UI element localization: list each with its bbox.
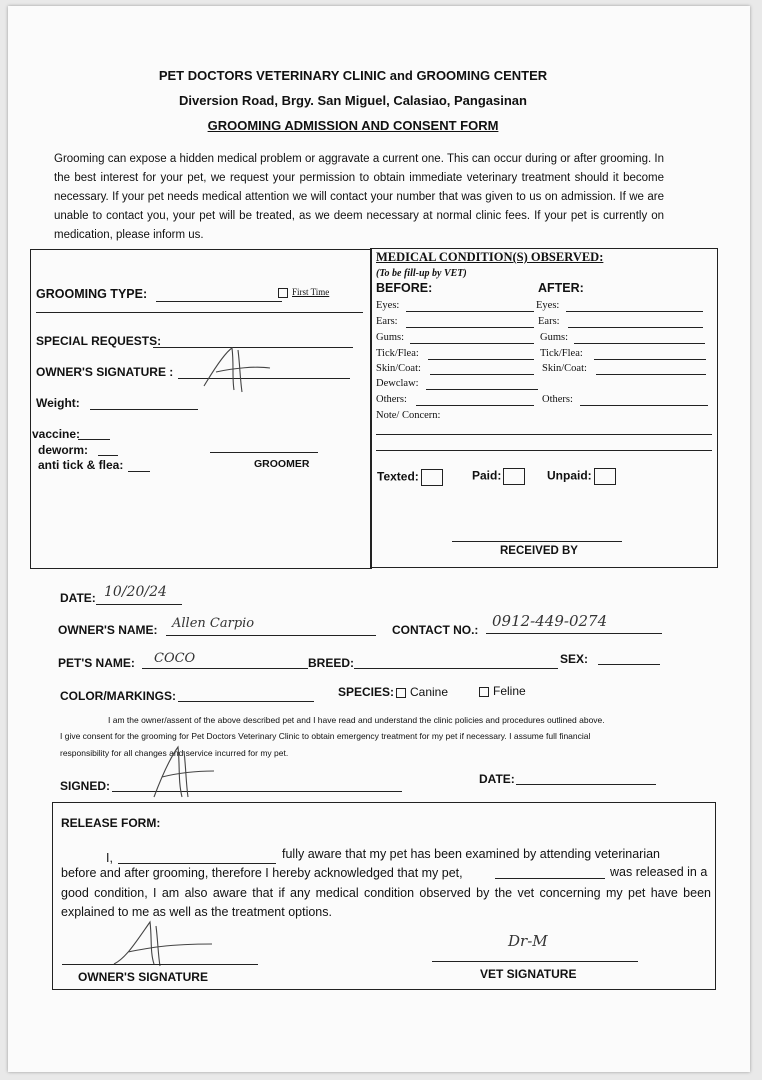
received-by-field[interactable] bbox=[452, 541, 622, 542]
release-owner-signature-scribble bbox=[108, 918, 218, 968]
paid-option[interactable] bbox=[472, 468, 525, 485]
consent-line-2: I give consent for the grooming for Pet Doctors Veterinary Clinic to obtain emergency treatment for my pet if necessary. I assume full financial bbox=[60, 731, 591, 741]
contact-no-label: CONTACT NO.: bbox=[392, 623, 479, 637]
signed-label: SIGNED: bbox=[60, 779, 111, 793]
canine-checkbox[interactable] bbox=[396, 688, 406, 698]
weight-field[interactable] bbox=[90, 409, 198, 410]
canine-label: Canine bbox=[410, 685, 449, 699]
release-form-heading: RELEASE FORM: bbox=[61, 816, 161, 830]
after-others-field[interactable] bbox=[580, 405, 708, 406]
sex-label: SEX: bbox=[560, 652, 589, 666]
release-owner-signature-label: OWNER'S SIGNATURE bbox=[78, 970, 208, 984]
date-value: 10/20/24 bbox=[104, 584, 167, 600]
consent-date-label: DATE: bbox=[479, 772, 515, 786]
canine-option[interactable] bbox=[396, 685, 448, 699]
consent-line-1: I am the owner/assent of the above described pet and I have read and understand the clinic policies and procedures outlined above. bbox=[108, 715, 605, 725]
before-skincoat-field[interactable] bbox=[430, 374, 534, 375]
feline-checkbox[interactable] bbox=[479, 687, 489, 697]
weight-label: Weight: bbox=[36, 396, 80, 410]
special-requests-label: SPECIAL REQUESTS: bbox=[36, 334, 162, 348]
before-tickflea-field[interactable] bbox=[428, 359, 534, 360]
contact-no-field[interactable] bbox=[486, 633, 662, 634]
before-skincoat-label: Skin/Coat: bbox=[376, 363, 421, 374]
species-label: SPECIES: bbox=[338, 685, 395, 699]
release-owner-signature-field[interactable] bbox=[62, 964, 258, 965]
release-i-label: I, bbox=[106, 851, 113, 865]
grooming-type-field[interactable] bbox=[156, 301, 282, 302]
vet-signature-label: VET SIGNATURE bbox=[480, 967, 577, 981]
before-eyes-label: Eyes: bbox=[376, 300, 400, 311]
owner-signature-label: OWNER'S SIGNATURE : bbox=[36, 365, 174, 379]
concern-line-1[interactable] bbox=[376, 434, 712, 435]
grooming-line bbox=[36, 312, 363, 313]
vet-signature-value: Dr-M bbox=[508, 932, 548, 950]
texted-option[interactable] bbox=[377, 469, 443, 486]
date-label: DATE: bbox=[60, 591, 96, 605]
clinic-name: PET DOCTORS VETERINARY CLINIC and GROOMING CENTER bbox=[158, 68, 548, 83]
release-text-4: good condition, I am also aware that if any medical condition observed by the vet concerning my pet have been explained to me as well as the treatment options. bbox=[61, 886, 711, 919]
after-others-label: Others: bbox=[542, 394, 573, 405]
after-heading: AFTER: bbox=[538, 281, 584, 295]
after-eyes-field[interactable] bbox=[566, 311, 703, 312]
after-tickflea-field[interactable] bbox=[594, 359, 706, 360]
medical-heading: MEDICAL CONDITION(S) OBSERVED: bbox=[376, 250, 604, 264]
after-gums-label: Gums: bbox=[540, 332, 569, 343]
unpaid-option[interactable] bbox=[547, 468, 616, 485]
medical-note: (To be fill-up by VET) bbox=[376, 268, 467, 279]
first-time-label: First Time bbox=[292, 287, 330, 297]
note-concern-label: Note/ Concern: bbox=[376, 410, 441, 421]
groomer-label: GROOMER bbox=[254, 458, 310, 470]
owners-name-value: Allen Carpio bbox=[172, 616, 255, 631]
before-ears-label: Ears: bbox=[376, 316, 398, 327]
anti-tick-label: anti tick & flea: bbox=[38, 458, 124, 472]
dewclaw-label: Dewclaw: bbox=[376, 378, 419, 389]
pets-name-field[interactable] bbox=[142, 668, 308, 669]
paid-checkbox[interactable] bbox=[503, 468, 525, 485]
after-tickflea-label: Tick/Flea: bbox=[540, 348, 583, 359]
deworm-field[interactable] bbox=[98, 455, 118, 456]
before-eyes-field[interactable] bbox=[406, 311, 534, 312]
before-others-field[interactable] bbox=[416, 405, 534, 406]
contact-no-value: 0912-449-0274 bbox=[492, 612, 608, 630]
after-ears-label: Ears: bbox=[538, 316, 560, 327]
release-text-3: was released in a bbox=[610, 865, 708, 879]
feline-label: Feline bbox=[493, 684, 526, 698]
paid-label: Paid: bbox=[472, 468, 502, 483]
after-gums-field[interactable] bbox=[574, 343, 705, 344]
vet-signature-field[interactable] bbox=[432, 961, 638, 962]
release-text-2: before and after grooming, therefore I hereby acknowledged that my pet, bbox=[61, 866, 463, 880]
owners-name-field[interactable] bbox=[166, 635, 376, 636]
release-pet-field[interactable] bbox=[495, 878, 605, 879]
dewclaw-field[interactable] bbox=[426, 389, 538, 390]
first-time-option[interactable] bbox=[278, 287, 329, 298]
medical-box bbox=[370, 248, 718, 568]
before-heading: BEFORE: bbox=[376, 281, 433, 295]
form-title: GROOMING ADMISSION AND CONSENT FORM bbox=[207, 118, 499, 133]
received-by-label: RECEIVED BY bbox=[500, 545, 578, 557]
date-field[interactable] bbox=[96, 604, 182, 605]
owners-name-label: OWNER'S NAME: bbox=[58, 623, 158, 637]
vaccine-label: vaccine: bbox=[32, 427, 81, 441]
clinic-address: Diversion Road, Brgy. San Miguel, Calasiao, Pangasinan bbox=[179, 93, 527, 108]
signed-signature-scribble bbox=[138, 741, 218, 801]
pets-name-label: PET'S NAME: bbox=[58, 656, 135, 670]
owner-signature-scribble bbox=[194, 344, 274, 396]
texted-checkbox[interactable] bbox=[421, 469, 443, 486]
breed-field[interactable] bbox=[354, 668, 558, 669]
feline-option[interactable] bbox=[479, 684, 526, 698]
release-name-field[interactable] bbox=[118, 863, 276, 864]
first-time-checkbox[interactable] bbox=[278, 288, 288, 298]
before-ears-field[interactable] bbox=[406, 327, 534, 328]
consent-line-3: responsibility for all changes and service incurred for my pet. bbox=[60, 748, 289, 758]
after-eyes-label: Eyes: bbox=[536, 300, 560, 311]
anti-tick-field[interactable] bbox=[128, 471, 150, 472]
color-markings-label: COLOR/MARKINGS: bbox=[60, 689, 176, 703]
before-others-label: Others: bbox=[376, 394, 407, 405]
concern-line-2[interactable] bbox=[376, 450, 712, 451]
after-skincoat-field[interactable] bbox=[596, 374, 706, 375]
pets-name-value: COCO bbox=[154, 651, 196, 666]
grooming-type-label: GROOMING TYPE: bbox=[36, 287, 148, 301]
before-gums-label: Gums: bbox=[376, 332, 405, 343]
after-ears-field[interactable] bbox=[568, 327, 703, 328]
vaccine-field[interactable] bbox=[78, 439, 110, 440]
after-skincoat-label: Skin/Coat: bbox=[542, 363, 587, 374]
before-tickflea-label: Tick/Flea: bbox=[376, 348, 419, 359]
before-gums-field[interactable] bbox=[410, 343, 534, 344]
consent-form-page bbox=[8, 6, 750, 1072]
unpaid-label: Unpaid: bbox=[547, 468, 592, 483]
intro-paragraph: Grooming can expose a hidden medical problem or aggravate a current one. This can occur during or after grooming. In the best interest for your pet, we request your permission to obtain immediate veterinary treatment should it become necessary. If your pet needs medical attention we will contact your number that was given to us on admission. If we are unable to contact you, your pet will be treated, as we deem necessary at normal clinic fees. If your pet is currently on medication, please inform us. bbox=[54, 153, 664, 241]
groomer-field[interactable] bbox=[210, 452, 318, 453]
texted-label: Texted: bbox=[377, 469, 419, 484]
deworm-label: deworm: bbox=[38, 443, 89, 457]
release-text-1: fully aware that my pet has been examined by attending veterinarian bbox=[282, 847, 661, 861]
color-markings-field[interactable] bbox=[178, 701, 314, 702]
sex-field[interactable] bbox=[598, 664, 660, 665]
consent-date-field[interactable] bbox=[516, 784, 656, 785]
unpaid-checkbox[interactable] bbox=[594, 468, 616, 485]
breed-label: BREED: bbox=[308, 656, 355, 670]
